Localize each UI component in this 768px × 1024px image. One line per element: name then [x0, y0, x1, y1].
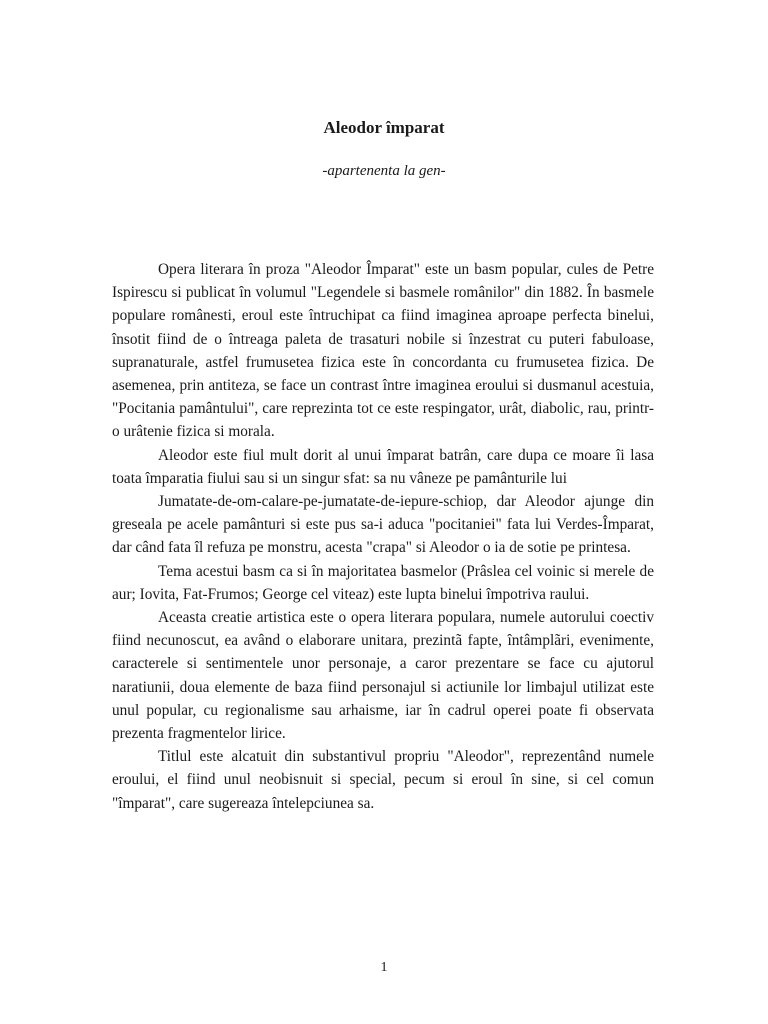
paragraph: Jumatate-de-om-calare-pe-jumatate-de-iepure-schiop, dar Aleodor ajunge din greseala pe acele pamânturi si este pus sa-i aduca "pocitaniei" fata lui Verdes-Împarat, dar când fata îl refuza pe monstru, acesta "crapa" si Aleodor o ia de sotie pe printesa. — [112, 493, 654, 557]
paragraph: Tema acestui basm ca si în majoritatea basmelor (Prâslea cel voinic si merele de aur; Iovita, Fat-Frumos; George cel viteaz) este lupta binelui împotriva raului. — [112, 562, 654, 603]
document-subtitle: -apartenenta la gen- — [322, 163, 446, 179]
paragraph: Titlul este alcatuit din substantivul propriu "Aleodor", reprezentând numele eroului, el fiind unul neobisnuit si special, pecum si eroul în sine, si cel comun "împarat", care sugereaza întelepciunea sa. — [112, 748, 654, 812]
paragraph: Aceasta creatie artistica este o opera literara populara, numele autorului coectiv fiind necunoscut, ea având o elaborare unitara, prezintã fapte, întâmplãri, evenimente, caracterele si sentimentele unor personaje, a caror prezentare se face cu ajutorul naratiunii, doua elemente de baza fiind personajul si actiunile lor limbajul utilizat este unul popular, cu regionalisme sau arhaisme, iar în cadrul operei poate fi observata prezenta fragmentelor lirice. — [112, 609, 654, 743]
page-number: 1 — [380, 960, 388, 975]
paragraph: Aleodor este fiul mult dorit al unui împarat batrân, care dupa ce moare îi lasa toata împaratia fiului sau si un singur sfat: sa nu vâneze pe pamânturile lui — [112, 446, 654, 487]
document-body — [112, 258, 654, 815]
paragraph: Opera literara în proza "Aleodor Împarat" este un basm popular, cules de Petre Ispirescu si publicat în volumul "Legendele si basmele românilor" din 1882. În basmele populare românesti, eroul este întruchipat ca fiind imaginea aproape perfecta binelui, însotit fiind de o întreaga paleta de trasaturi nobile si înzestrat cu puteri fabuloase, supranaturale, astfel frumusetea fizica este în concordanta cu frumusetea fizica. De asemenea, prin antiteza, se face un contrast între imaginea eroului si dusmanul acestuia, "Pocitania pamântului", care reprezinta tot ce este respingator, urât, diabolic, rau, printr-o urâtenie fizica si morala. — [112, 261, 654, 441]
document-title: Aleodor împarat — [323, 118, 445, 137]
